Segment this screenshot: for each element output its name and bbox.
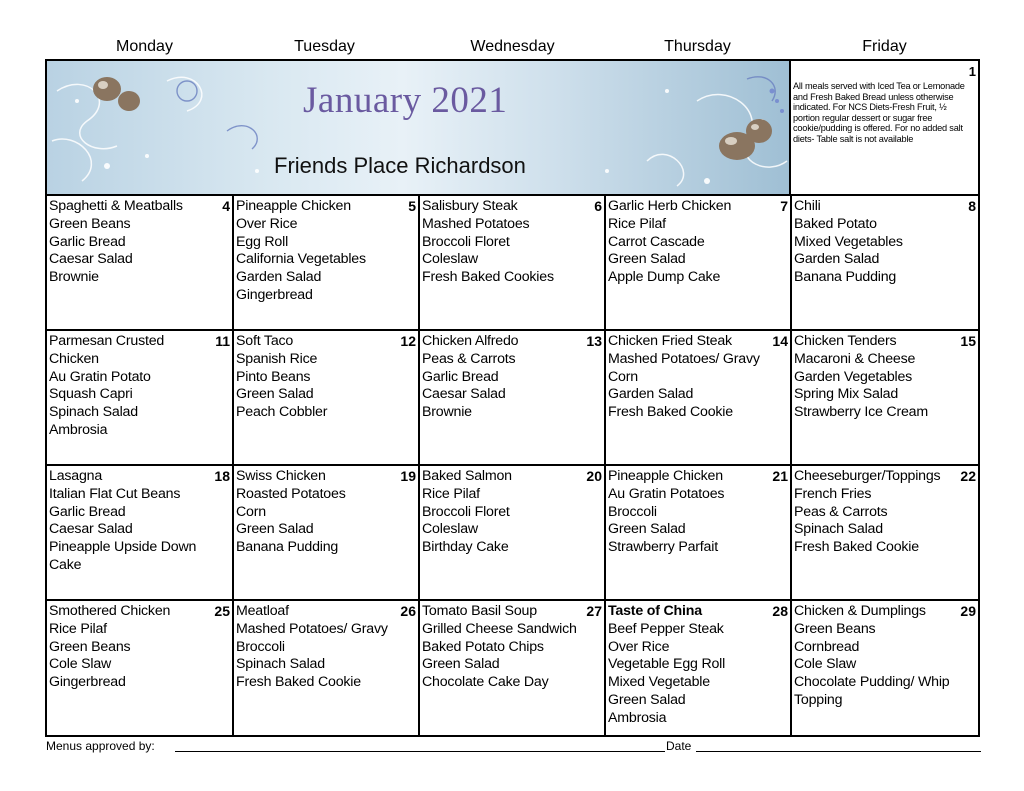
menu-item: Parmesan Crusted — [49, 333, 165, 349]
menu-item: Ambrosia — [49, 421, 108, 438]
menu-item: Baked Potato — [794, 215, 877, 232]
day-number: 6 — [594, 198, 602, 214]
menu-item: Green Beans — [49, 215, 131, 232]
day-cell-19 — [234, 466, 420, 601]
day-cell-29 — [792, 601, 978, 735]
menu-item: Soft Taco — [236, 333, 294, 349]
day-number: 8 — [968, 198, 976, 214]
menu-item: Broccoli — [236, 638, 285, 655]
day-cell-14 — [606, 331, 792, 466]
day-cell-22 — [792, 466, 978, 601]
calendar-grid — [45, 59, 980, 737]
day-cell-18 — [47, 466, 234, 601]
day-number: 26 — [400, 603, 416, 619]
day-number: 25 — [214, 603, 230, 619]
menu-item: Mixed Vegetables — [794, 233, 903, 250]
day-cell-4 — [47, 196, 234, 331]
day-cell-12 — [234, 331, 420, 466]
day-cell-6 — [420, 196, 606, 331]
day-number: 13 — [586, 333, 602, 349]
menu-item: Meatloaf — [236, 603, 289, 619]
day-number: 4 — [222, 198, 230, 214]
menu-item: Chili — [794, 198, 821, 214]
menu-item: Banana Pudding — [794, 269, 897, 286]
menu-item: Mashed Potatoes/ Gravy — [236, 620, 388, 637]
menu-item: Garlic Herb Chicken — [608, 198, 732, 214]
menu-item: Green Beans — [49, 638, 131, 655]
day-cell-13 — [420, 331, 606, 466]
menu-list — [236, 333, 400, 422]
menu-item: Egg Roll — [236, 233, 289, 250]
menu-item: Rice Pilaf — [422, 485, 480, 502]
day-number: 1 — [968, 64, 976, 79]
menu-item: Spinach Salad — [49, 404, 138, 421]
menu-item: Strawberry Ice Cream — [794, 404, 928, 421]
menu-item: Au Gratin Potatoes — [608, 485, 725, 502]
menu-item: Peas & Carrots — [794, 503, 888, 520]
menu-list — [236, 198, 400, 305]
weekday-thursday: Thursday — [664, 38, 731, 55]
menu-item: Coleslaw — [422, 521, 478, 538]
day-cell-26 — [234, 601, 420, 735]
day-number: 22 — [960, 468, 976, 484]
menu-item: Over Rice — [608, 638, 670, 655]
menu-item: Peach Cobbler — [236, 404, 328, 421]
menu-list — [422, 198, 586, 287]
menu-item: Roasted Potatoes — [236, 485, 346, 502]
menu-item: Cornbread — [794, 638, 860, 655]
meal-note: All meals served with Iced Tea or Lemonade and Fresh Baked Bread unless otherwise indicated. For NCS Diets-Fresh Fruit, ½ portion regular dessert or sugar free cookie/pudding is offered. For no added salt diets- Table salt is not available — [793, 81, 965, 144]
menu-item: Cake — [49, 556, 82, 573]
menu-item: Topping — [794, 691, 843, 708]
menu-item: Broccoli Floret — [422, 503, 510, 520]
menu-item: Garlic Bread — [49, 233, 126, 250]
menu-item: Macaroni & Cheese — [794, 350, 916, 367]
month-banner — [47, 61, 791, 196]
menu-item: Apple Dump Cake — [608, 269, 721, 286]
weekday-tuesday: Tuesday — [294, 38, 355, 55]
menu-list — [236, 603, 400, 692]
menu-item: Over Rice — [236, 215, 298, 232]
day-cell-21 — [606, 466, 792, 601]
day-number: 19 — [400, 468, 416, 484]
menu-list — [49, 198, 214, 287]
menu-item: Squash Capri — [49, 386, 133, 403]
day-number: 5 — [408, 198, 416, 214]
date-signature-line — [696, 751, 981, 752]
menu-item: Salisbury Steak — [422, 198, 518, 214]
menu-item: Cole Slaw — [794, 656, 857, 673]
day-cell-15 — [792, 331, 978, 466]
menu-item: Garden Salad — [794, 251, 880, 268]
menu-item: Cheeseburger/Toppings — [794, 468, 941, 484]
menu-list — [794, 603, 960, 710]
menu-item: Cole Slaw — [49, 656, 112, 673]
menu-item: Fresh Baked Cookie — [236, 674, 361, 691]
menu-item: Caesar Salad — [422, 386, 506, 403]
day-number: 18 — [214, 468, 230, 484]
menu-item: Rice Pilaf — [49, 620, 107, 637]
menu-list — [608, 333, 772, 422]
menu-list — [422, 468, 586, 557]
day-number: 12 — [400, 333, 416, 349]
menu-item: Chocolate Pudding/ Whip — [794, 674, 950, 691]
menu-item: Baked Potato Chips — [422, 638, 544, 655]
menu-item: Swiss Chicken — [236, 468, 326, 484]
menu-item: Smothered Chicken — [49, 603, 171, 619]
date-label: Date — [666, 739, 692, 753]
day-cell-11 — [47, 331, 234, 466]
menu-list — [422, 333, 586, 422]
menu-item: Italian Flat Cut Beans — [49, 485, 181, 502]
menu-item: Mashed Potatoes/ Gravy — [608, 350, 760, 367]
menu-item: Garden Salad — [236, 269, 322, 286]
menu-item: Green Salad — [608, 251, 686, 268]
menu-item: Gingerbread — [236, 286, 313, 303]
menu-item: California Vegetables — [236, 251, 366, 268]
weekday-header — [45, 38, 980, 58]
day-cell-7 — [606, 196, 792, 331]
menu-item: Gingerbread — [49, 674, 126, 691]
menu-item: Chicken — [49, 350, 99, 367]
menu-item: Brownie — [49, 269, 99, 286]
menu-item: Beef Pepper Steak — [608, 620, 724, 637]
menu-item: Banana Pudding — [236, 539, 339, 556]
menu-list — [608, 468, 772, 557]
day-number: 15 — [960, 333, 976, 349]
month-title: January 2021 — [303, 80, 508, 121]
menu-item: Ambrosia — [608, 709, 667, 726]
menu-item: Chicken & Dumplings — [794, 603, 926, 619]
menu-list — [794, 198, 960, 287]
menu-item: Strawberry Parfait — [608, 539, 718, 556]
day-number: 11 — [215, 333, 230, 349]
menu-list — [236, 468, 400, 557]
menu-item: French Fries — [794, 485, 872, 502]
menu-item: Corn — [236, 503, 266, 520]
approved-by-label: Menus approved by: — [46, 739, 155, 753]
menu-item: Garden Vegetables — [794, 368, 913, 385]
menu-item: Spinach Salad — [794, 521, 883, 538]
menu-item: Chicken Tenders — [794, 333, 897, 349]
menu-list — [422, 603, 586, 692]
menu-item: Mashed Potatoes — [422, 215, 530, 232]
day-number: 20 — [586, 468, 602, 484]
menu-item: Pineapple Chicken — [236, 198, 351, 214]
menu-item: Pinto Beans — [236, 368, 311, 385]
menu-item: Chocolate Cake Day — [422, 674, 549, 691]
day-number: 28 — [772, 603, 788, 619]
menu-list — [49, 603, 214, 692]
menu-item: Spinach Salad — [236, 656, 325, 673]
menu-item: Carrot Cascade — [608, 233, 705, 250]
day-cell-27 — [420, 601, 606, 735]
day-cell-1 — [791, 61, 978, 196]
menu-item: Fresh Baked Cookie — [794, 539, 919, 556]
menu-list — [49, 468, 214, 575]
menu-item: Caesar Salad — [49, 251, 133, 268]
menu-item: Brownie — [422, 404, 472, 421]
day-number: 7 — [780, 198, 788, 214]
day-number: 27 — [586, 603, 602, 619]
day-cell-28 — [606, 601, 792, 735]
day-cell-8 — [792, 196, 978, 331]
menu-item: Tomato Basil Soup — [422, 603, 537, 619]
menu-item: Grilled Cheese Sandwich — [422, 620, 577, 637]
day-cell-5 — [234, 196, 420, 331]
menu-item: Spring Mix Salad — [794, 386, 899, 403]
menu-list — [49, 333, 214, 440]
menu-item: Lasagna — [49, 468, 103, 484]
menu-item: Green Salad — [236, 386, 314, 403]
menu-item: Green Salad — [608, 521, 686, 538]
weekday-monday: Monday — [116, 38, 173, 55]
menu-item: Birthday Cake — [422, 539, 509, 556]
menu-item: Green Beans — [794, 620, 876, 637]
day-number: 21 — [772, 468, 788, 484]
menu-item: Spaghetti & Meatballs — [49, 198, 183, 214]
menu-item: Pineapple Chicken — [608, 468, 723, 484]
approved-by-signature-line — [175, 751, 665, 752]
menu-item: Spanish Rice — [236, 350, 318, 367]
day-cell-25 — [47, 601, 234, 735]
menu-item: Green Salad — [236, 521, 314, 538]
menu-item: Green Salad — [608, 691, 686, 708]
menu-item: Chicken Fried Steak — [608, 333, 732, 349]
menu-item: Caesar Salad — [49, 521, 133, 538]
menu-item: Baked Salmon — [422, 468, 512, 484]
menu-item: Broccoli Floret — [422, 233, 510, 250]
menu-item: Chicken Alfredo — [422, 333, 519, 349]
menu-item: Green Salad — [422, 656, 500, 673]
day-number: 29 — [960, 603, 976, 619]
menu-item: Vegetable Egg Roll — [608, 656, 726, 673]
weekday-friday: Friday — [862, 38, 907, 55]
menu-item: Fresh Baked Cookies — [422, 269, 554, 286]
menu-item: Garden Salad — [608, 386, 694, 403]
menu-list — [794, 468, 960, 557]
menu-list — [608, 603, 772, 728]
day-number: 14 — [772, 333, 788, 349]
menu-item: Mixed Vegetable — [608, 674, 710, 691]
weekday-wednesday: Wednesday — [470, 38, 555, 55]
menu-item: Rice Pilaf — [608, 215, 666, 232]
menu-item: Broccoli — [608, 503, 657, 520]
menu-item: Taste of China — [608, 603, 702, 619]
day-cell-20 — [420, 466, 606, 601]
menu-list — [608, 198, 772, 287]
location-subtitle: Friends Place Richardson — [274, 153, 526, 178]
menu-item: Au Gratin Potato — [49, 368, 151, 385]
menu-item: Garlic Bread — [422, 368, 499, 385]
menu-item: Coleslaw — [422, 251, 478, 268]
menu-item: Peas & Carrots — [422, 350, 516, 367]
menu-item: Fresh Baked Cookie — [608, 404, 733, 421]
menu-item: Garlic Bread — [49, 503, 126, 520]
menu-list — [794, 333, 960, 422]
menu-item: Pineapple Upside Down — [49, 539, 197, 556]
menu-item: Corn — [608, 368, 638, 385]
